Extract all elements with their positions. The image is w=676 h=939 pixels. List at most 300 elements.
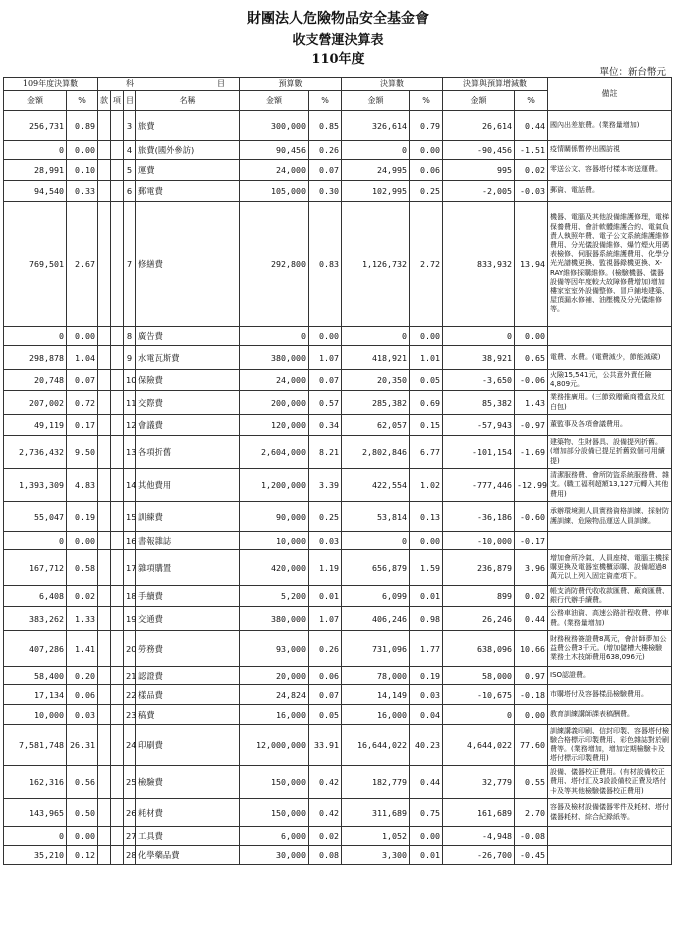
item-number: 18 (124, 586, 136, 607)
table-row (4, 346, 672, 370)
item-number: 11 (124, 391, 136, 415)
actual-amount: 326,614 (342, 111, 410, 141)
item-name: 印刷費 (136, 725, 240, 766)
item-number: 3 (124, 111, 136, 141)
kuan-cell (98, 391, 111, 415)
diff-header: 決算與預算增減數 (443, 78, 548, 91)
kuan-cell (98, 469, 111, 502)
actual-pct: 0.01 (410, 586, 443, 607)
diff-pct: -0.60 (515, 502, 548, 532)
actual-amount-header: 金額 (342, 91, 410, 111)
item-number: 22 (124, 685, 136, 705)
table-row (4, 370, 672, 391)
table-row (4, 705, 672, 725)
budget-pct: 0.34 (309, 415, 342, 436)
prev-pct: 0.72 (67, 391, 98, 415)
table-row (4, 111, 672, 141)
xiang-cell (111, 391, 124, 415)
diff-amount: -3,650 (443, 370, 515, 391)
actual-pct: 1.59 (410, 550, 443, 586)
budget-pct: 0.07 (309, 160, 342, 181)
remark-cell: 增加會所冷氣、人員座椅、電腦主機採購更換及電器室機櫃添購、設備超過8萬元以上列入固定資產項下。 (548, 550, 672, 586)
budget-pct: 0.07 (309, 685, 342, 705)
xiang-cell (111, 846, 124, 865)
actual-pct: 0.03 (410, 685, 443, 705)
diff-amount: 58,000 (443, 667, 515, 685)
kuan-cell (98, 586, 111, 607)
prev-pct: 0.50 (67, 799, 98, 827)
diff-amount: -10,675 (443, 685, 515, 705)
actual-header: 決算數 (342, 78, 443, 91)
prev-pct: 0.07 (67, 370, 98, 391)
actual-amount: 78,000 (342, 667, 410, 685)
prev-amount: 162,316 (4, 766, 67, 799)
actual-pct: 1.01 (410, 346, 443, 370)
diff-pct: -0.08 (515, 827, 548, 846)
budget-header: 預算數 (240, 78, 342, 91)
table-row (4, 685, 672, 705)
budget-pct: 0.00 (309, 327, 342, 346)
subject-header (98, 78, 240, 91)
actual-amount: 0 (342, 141, 410, 160)
budget-pct: 0.06 (309, 667, 342, 685)
header-row-1 (4, 78, 672, 91)
budget-pct: 0.42 (309, 766, 342, 799)
prev-amount: 28,991 (4, 160, 67, 181)
diff-amount: -57,943 (443, 415, 515, 436)
prev-pct: 0.89 (67, 111, 98, 141)
prev-pct: 1.33 (67, 607, 98, 631)
actual-amount: 422,554 (342, 469, 410, 502)
prev-pct: 0.20 (67, 667, 98, 685)
prev-amount: 7,581,748 (4, 725, 67, 766)
remark-cell (548, 532, 672, 550)
item-number: 12 (124, 415, 136, 436)
budget-pct: 0.03 (309, 532, 342, 550)
item-number: 13 (124, 436, 136, 469)
prev-pct: 0.12 (67, 846, 98, 865)
xiang-cell (111, 685, 124, 705)
remark-cell: 董監事及各項會議費用。 (548, 415, 672, 436)
table-row (4, 202, 672, 327)
budget-pct: 0.08 (309, 846, 342, 865)
budget-amount: 12,000,000 (240, 725, 309, 766)
xiang-cell (111, 667, 124, 685)
kuan-cell (98, 550, 111, 586)
remark-cell: 承辦環境測人員實務資格訓練、採射防護訓練、危險物品運送人員訓練。 (548, 502, 672, 532)
diff-amount: 26,246 (443, 607, 515, 631)
prev-amount: 94,540 (4, 181, 67, 202)
prev-pct: 0.00 (67, 532, 98, 550)
prev-amount: 298,878 (4, 346, 67, 370)
budget-amount: 300,000 (240, 111, 309, 141)
actual-pct: 0.75 (410, 799, 443, 827)
item-name: 交通費 (136, 607, 240, 631)
item-name: 書報雜誌 (136, 532, 240, 550)
item-name: 稿費 (136, 705, 240, 725)
item-name: 旅費 (136, 111, 240, 141)
diff-pct: 0.55 (515, 766, 548, 799)
table-row (4, 141, 672, 160)
item-name: 認證費 (136, 667, 240, 685)
budget-pct: 0.26 (309, 141, 342, 160)
diff-pct: 77.60 (515, 725, 548, 766)
subject-header-right: 目 (217, 79, 225, 88)
prev-amount: 207,002 (4, 391, 67, 415)
item-number: 19 (124, 607, 136, 631)
remark-cell: 火險15,541元，公共意外責任險4,809元。 (548, 370, 672, 391)
xiang-cell (111, 141, 124, 160)
prev-amount: 20,748 (4, 370, 67, 391)
xiang-cell (111, 827, 124, 846)
xiang-cell (111, 550, 124, 586)
budget-amount: 24,000 (240, 370, 309, 391)
budget-amount: 16,000 (240, 705, 309, 725)
budget-amount: 380,000 (240, 346, 309, 370)
kuan-cell (98, 346, 111, 370)
xiang-header: 項 (111, 91, 124, 111)
prev-amount: 407,286 (4, 631, 67, 667)
org-title: 財團法人危險物品安全基金會 (247, 11, 429, 27)
budget-amount: 2,604,000 (240, 436, 309, 469)
diff-pct: -0.17 (515, 532, 548, 550)
remark-cell: 公務車油資、高速公路計程收費、停車費。(業務量增加) (548, 607, 672, 631)
budget-pct-header: % (309, 91, 342, 111)
actual-amount: 182,779 (342, 766, 410, 799)
diff-pct: 0.65 (515, 346, 548, 370)
kuan-cell (98, 141, 111, 160)
budget-pct: 0.42 (309, 799, 342, 827)
actual-amount: 656,879 (342, 550, 410, 586)
actual-amount: 53,814 (342, 502, 410, 532)
diff-amount: -36,186 (443, 502, 515, 532)
kuan-cell (98, 532, 111, 550)
item-number: 8 (124, 327, 136, 346)
diff-amount: 995 (443, 160, 515, 181)
xiang-cell (111, 469, 124, 502)
subject-header-left: 科 (126, 79, 134, 88)
table-row (4, 469, 672, 502)
budget-pct: 8.21 (309, 436, 342, 469)
budget-pct: 1.07 (309, 346, 342, 370)
diff-pct: -1.51 (515, 141, 548, 160)
budget-pct: 33.91 (309, 725, 342, 766)
diff-amount: 85,382 (443, 391, 515, 415)
actual-amount: 102,995 (342, 181, 410, 202)
item-number: 14 (124, 469, 136, 502)
diff-pct: -0.45 (515, 846, 548, 865)
table-row (4, 550, 672, 586)
table-row (4, 532, 672, 550)
xiang-cell (111, 346, 124, 370)
actual-amount: 285,382 (342, 391, 410, 415)
budget-amount: 120,000 (240, 415, 309, 436)
actual-amount: 6,099 (342, 586, 410, 607)
remark-cell: 建築物、生財器具、設備提列折舊。(增加部分設備已提足折舊致個可用續提) (548, 436, 672, 469)
actual-pct: 0.13 (410, 502, 443, 532)
item-name: 水電瓦斯費 (136, 346, 240, 370)
prev-pct-header: % (67, 91, 98, 111)
diff-amount-header: 金額 (443, 91, 515, 111)
budget-pct: 1.19 (309, 550, 342, 586)
item-name: 會議費 (136, 415, 240, 436)
budget-amount: 10,000 (240, 532, 309, 550)
kuan-cell (98, 705, 111, 725)
remark-cell: 零送公文、容器塔付樣本寄送運費。 (548, 160, 672, 181)
remark-header: 備註 (548, 78, 672, 111)
remark-cell: 郵資、電話費。 (548, 181, 672, 202)
remark-cell: ISO認證費。 (548, 667, 672, 685)
diff-amount: 236,879 (443, 550, 515, 586)
diff-amount: 26,614 (443, 111, 515, 141)
item-number: 5 (124, 160, 136, 181)
item-name: 勞務費 (136, 631, 240, 667)
prev-pct: 0.06 (67, 685, 98, 705)
diff-amount: 833,932 (443, 202, 515, 327)
diff-pct: -0.97 (515, 415, 548, 436)
item-name: 手續費 (136, 586, 240, 607)
kuan-cell (98, 685, 111, 705)
kuan-cell (98, 370, 111, 391)
table-row (4, 607, 672, 631)
budget-amount: 93,000 (240, 631, 309, 667)
diff-amount: -10,000 (443, 532, 515, 550)
prev-amount: 10,000 (4, 705, 67, 725)
diff-pct: -12.99 (515, 469, 548, 502)
diff-amount: 161,689 (443, 799, 515, 827)
item-number: 16 (124, 532, 136, 550)
prev-pct: 0.33 (67, 181, 98, 202)
actual-pct: 0.00 (410, 327, 443, 346)
budget-amount: 90,000 (240, 502, 309, 532)
prev-amount: 167,712 (4, 550, 67, 586)
prev-pct: 0.56 (67, 766, 98, 799)
xiang-cell (111, 799, 124, 827)
prev-pct: 4.83 (67, 469, 98, 502)
item-name: 其他費用 (136, 469, 240, 502)
budget-amount: 380,000 (240, 607, 309, 631)
diff-amount: 4,644,022 (443, 725, 515, 766)
prev-pct: 0.02 (67, 586, 98, 607)
budget-pct: 1.07 (309, 607, 342, 631)
item-name: 運費 (136, 160, 240, 181)
item-name: 旅費(國外參訪) (136, 141, 240, 160)
prev-amount: 143,965 (4, 799, 67, 827)
remark-cell: 清潔服務費、會所防盜系統服務費、雜支。(職工福利超額13,127元轉入其他費用) (548, 469, 672, 502)
actual-amount: 24,995 (342, 160, 410, 181)
item-number: 26 (124, 799, 136, 827)
diff-amount: -90,456 (443, 141, 515, 160)
actual-pct: 0.06 (410, 160, 443, 181)
kuan-cell (98, 667, 111, 685)
prev-amount: 0 (4, 327, 67, 346)
diff-amount: -777,446 (443, 469, 515, 502)
xiang-cell (111, 202, 124, 327)
diff-pct: -0.18 (515, 685, 548, 705)
prev-pct: 0.19 (67, 502, 98, 532)
actual-amount: 62,057 (342, 415, 410, 436)
actual-pct: 0.01 (410, 846, 443, 865)
item-name: 廣告費 (136, 327, 240, 346)
actual-amount: 418,921 (342, 346, 410, 370)
table-row (4, 667, 672, 685)
diff-pct: 0.00 (515, 327, 548, 346)
prev-pct: 9.50 (67, 436, 98, 469)
xiang-cell (111, 725, 124, 766)
actual-pct: 0.79 (410, 111, 443, 141)
budget-pct: 0.83 (309, 202, 342, 327)
budget-table (3, 77, 672, 865)
table-row (4, 586, 672, 607)
prev-pct: 0.03 (67, 705, 98, 725)
item-number: 15 (124, 502, 136, 532)
diff-pct: 0.44 (515, 111, 548, 141)
actual-pct: 1.02 (410, 469, 443, 502)
budget-pct: 0.01 (309, 586, 342, 607)
item-number: 17 (124, 550, 136, 586)
actual-amount: 16,644,022 (342, 725, 410, 766)
actual-pct: 2.72 (410, 202, 443, 327)
kuan-cell (98, 725, 111, 766)
budget-pct: 0.26 (309, 631, 342, 667)
budget-amount: 150,000 (240, 799, 309, 827)
actual-pct: 0.00 (410, 827, 443, 846)
item-number: 10 (124, 370, 136, 391)
remark-cell (548, 846, 672, 865)
fiscal-year: 110年度 (311, 52, 365, 67)
table-row (4, 391, 672, 415)
diff-pct: -0.03 (515, 181, 548, 202)
name-header: 名稱 (136, 91, 240, 111)
item-number: 21 (124, 667, 136, 685)
budget-pct: 0.30 (309, 181, 342, 202)
budget-amount: 90,456 (240, 141, 309, 160)
actual-amount: 14,149 (342, 685, 410, 705)
table-row (4, 160, 672, 181)
budget-amount: 30,000 (240, 846, 309, 865)
prev-amount: 0 (4, 532, 67, 550)
xiang-cell (111, 327, 124, 346)
actual-amount: 0 (342, 327, 410, 346)
remark-cell: 市購塔付及容器樣品檢驗費用。 (548, 685, 672, 705)
table-row (4, 766, 672, 799)
report-title: 收支營運決算表 (292, 33, 384, 48)
budget-pct: 0.05 (309, 705, 342, 725)
table-row (4, 725, 672, 766)
xiang-cell (111, 586, 124, 607)
actual-amount: 16,000 (342, 705, 410, 725)
budget-amount-header: 金額 (240, 91, 309, 111)
diff-amount: 899 (443, 586, 515, 607)
kuan-cell (98, 827, 111, 846)
actual-amount: 0 (342, 532, 410, 550)
prev-amount: 383,262 (4, 607, 67, 631)
prev-amount: 0 (4, 827, 67, 846)
kuan-cell (98, 631, 111, 667)
item-number: 6 (124, 181, 136, 202)
remark-cell (548, 327, 672, 346)
item-number: 25 (124, 766, 136, 799)
kuan-cell (98, 160, 111, 181)
item-number: 4 (124, 141, 136, 160)
xiang-cell (111, 766, 124, 799)
prev-pct: 1.04 (67, 346, 98, 370)
actual-pct: 0.05 (410, 370, 443, 391)
item-number: 20 (124, 631, 136, 667)
prev-pct: 1.41 (67, 631, 98, 667)
budget-amount: 105,000 (240, 181, 309, 202)
xiang-cell (111, 370, 124, 391)
item-name: 檢驗費 (136, 766, 240, 799)
actual-pct: 0.44 (410, 766, 443, 799)
actual-pct: 0.15 (410, 415, 443, 436)
item-name: 訓練費 (136, 502, 240, 532)
actual-pct: 0.00 (410, 532, 443, 550)
prev-amount: 1,393,309 (4, 469, 67, 502)
prev-pct: 0.00 (67, 327, 98, 346)
budget-amount: 5,200 (240, 586, 309, 607)
actual-amount: 2,802,846 (342, 436, 410, 469)
actual-pct-header: % (410, 91, 443, 111)
actual-amount: 1,052 (342, 827, 410, 846)
remark-cell: 疫情關係暫停出國訪視 (548, 141, 672, 160)
currency-unit: 單位：新台幣元 (599, 67, 666, 78)
diff-amount: -2,005 (443, 181, 515, 202)
table-row (4, 415, 672, 436)
budget-pct: 0.25 (309, 502, 342, 532)
item-name: 工具費 (136, 827, 240, 846)
diff-pct: 0.00 (515, 705, 548, 725)
diff-amount: 32,779 (443, 766, 515, 799)
prev-amount: 17,134 (4, 685, 67, 705)
actual-amount: 1,126,732 (342, 202, 410, 327)
item-number: 28 (124, 846, 136, 865)
kuan-cell (98, 846, 111, 865)
diff-pct: 10.66 (515, 631, 548, 667)
xiang-cell (111, 502, 124, 532)
remark-cell: 國內出差旅費。(業務量增加) (548, 111, 672, 141)
budget-pct: 0.02 (309, 827, 342, 846)
prev-amount-header: 金額 (4, 91, 67, 111)
prev-pct: 0.58 (67, 550, 98, 586)
remark-cell: 機器、電腦及其他設備維護修理，電梯保養費用、會計軟體維護合約、電氣負責人執照年費、電子公文系統維護維修費用、分光儀設備維修、爆竹煙火用碼表檢修、伺服器系統維護費用、化學分光光譜機更換、監視器錄機更換、X-RAY維修採購維修。(檢驗機器、儀器設備等因年度較大故障修費增加)增加樓家室室外設備整修、冒戶鋪地建築、屋頂漏水修補、油壓機及分光儀維修等。 (548, 202, 672, 327)
table-row (4, 181, 672, 202)
diff-pct: 0.44 (515, 607, 548, 631)
diff-amount: 0 (443, 327, 515, 346)
kuan-cell (98, 766, 111, 799)
xiang-cell (111, 705, 124, 725)
remark-cell: 帳支消防費代收收款匯費、廠商匯費、銀行代辦手續費。 (548, 586, 672, 607)
actual-pct: 0.04 (410, 705, 443, 725)
actual-amount: 406,246 (342, 607, 410, 631)
prev-pct: 0.00 (67, 141, 98, 160)
item-name: 修繕費 (136, 202, 240, 327)
table-row (4, 827, 672, 846)
prev-amount: 55,047 (4, 502, 67, 532)
table-row (4, 846, 672, 865)
kuan-cell (98, 202, 111, 327)
remark-cell: 訓練講義印刷、信封印製、容器塔付檢驗合格標示印製費用、彩色雜誌對於刷費等。(業務增加，增加定期檢驗卡及塔付標示印製費用) (548, 725, 672, 766)
budget-amount: 150,000 (240, 766, 309, 799)
item-name: 郵電費 (136, 181, 240, 202)
kuan-cell (98, 799, 111, 827)
remark-cell: 業務推廣用。(三節致贈廠商禮盒及紅白包) (548, 391, 672, 415)
table-row (4, 327, 672, 346)
kuan-cell (98, 502, 111, 532)
prev-amount: 35,210 (4, 846, 67, 865)
diff-amount: -26,700 (443, 846, 515, 865)
table-row (4, 436, 672, 469)
